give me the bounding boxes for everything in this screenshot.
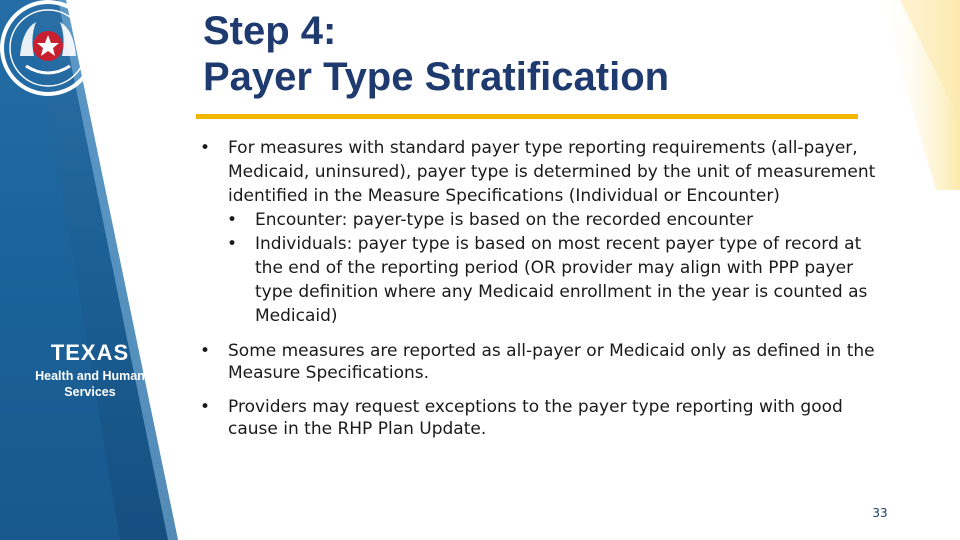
bullet-icon: • [200,138,211,158]
bullet-item [200,340,880,384]
bullet-text: Some measures are reported as all-payer or Medicaid only as defined in the Measure Specifications. [228,341,875,383]
bullet-text: For measures with standard payer type reporting requirements (all-payer, Medicaid, uninsured), payer type is determined by the unit of measurement identified in the Measure Specifications (Individual or Encounter) [228,138,876,206]
title-line-1: Step 4: [203,9,337,53]
slide-body [200,136,880,440]
sidebar-panel [0,0,180,540]
bullet-item [200,396,880,440]
bullet-icon: • [227,210,238,230]
bullet-icon: • [200,397,211,417]
logo-subtitle-line2: Services [64,385,116,399]
bullet-text: Providers may request exceptions to the payer type reporting with good cause in the RHP Plan Update. [228,397,843,439]
texas-hhs-seal-icon [0,0,96,96]
title-line-2: Payer Type Stratification [203,55,670,99]
logo-wordmark: TEXAS [50,340,130,365]
logo-subtitle-line1: Health and Human [35,369,145,383]
bullet-icon: • [200,341,211,361]
sub-bullet-item [200,232,880,328]
page-title [203,8,669,100]
bullet-item [200,136,880,208]
bullet-icon: • [227,234,238,254]
sub-bullet-item [200,208,880,232]
title-underline [196,114,858,119]
bullet-text: Individuals: payer type is based on most recent payer type of record at the end of the reporting period (OR provider may align with PPP payer type definition where any Medicaid enrollment in the year is counted as Medicaid) [255,234,868,326]
bullet-text: Encounter: payer-type is based on the recorded encounter [255,210,754,230]
page-number: 33 [872,506,888,520]
